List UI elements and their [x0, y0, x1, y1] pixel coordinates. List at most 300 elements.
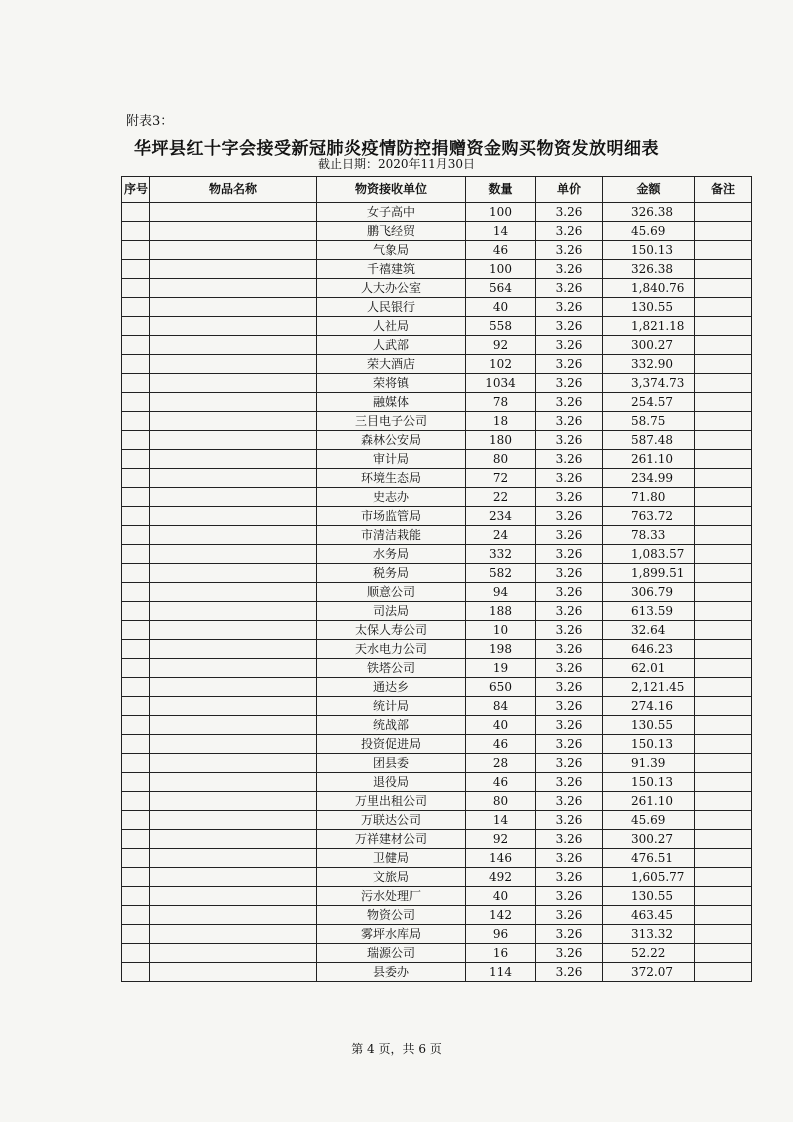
cell-amount: 463.45 [603, 906, 695, 925]
table-row [122, 621, 752, 640]
cell-qty: 92 [466, 336, 536, 355]
column-header-qty: 数量 [466, 177, 536, 203]
cell-recipient: 顺意公司 [317, 583, 466, 602]
cell-note [695, 545, 752, 564]
cell-seq [122, 469, 150, 488]
cell-note [695, 697, 752, 716]
cell-seq [122, 374, 150, 393]
column-header-recipient: 物资接收单位 [317, 177, 466, 203]
cell-recipient: 污水处理厂 [317, 887, 466, 906]
cell-qty: 146 [466, 849, 536, 868]
cell-amount: 300.27 [603, 830, 695, 849]
page-number: 第 4 页，共 6 页 [351, 1042, 442, 1056]
annex-label: 附表3： [126, 114, 174, 129]
cell-price: 3.26 [536, 963, 603, 982]
cell-price: 3.26 [536, 754, 603, 773]
cell-note [695, 336, 752, 355]
cell-price: 3.26 [536, 849, 603, 868]
table-row [122, 431, 752, 450]
cell-seq [122, 412, 150, 431]
page-title: 华坪县红十字会接受新冠肺炎疫情防控捐赠资金购买物资发放明细表 [134, 139, 659, 159]
table-row [122, 279, 752, 298]
cell-amount: 763.72 [603, 507, 695, 526]
cell-item [150, 545, 317, 564]
cell-seq [122, 602, 150, 621]
cell-price: 3.26 [536, 868, 603, 887]
cell-qty: 46 [466, 773, 536, 792]
cell-amount: 306.79 [603, 583, 695, 602]
table-row [122, 773, 752, 792]
cell-amount: 646.23 [603, 640, 695, 659]
cell-note [695, 469, 752, 488]
cell-amount: 130.55 [603, 298, 695, 317]
cell-price: 3.26 [536, 811, 603, 830]
table-row [122, 583, 752, 602]
cell-item [150, 659, 317, 678]
cell-recipient: 铁塔公司 [317, 659, 466, 678]
cell-note [695, 716, 752, 735]
table-row [122, 963, 752, 982]
cell-item [150, 222, 317, 241]
cell-note [695, 374, 752, 393]
cell-amount: 150.13 [603, 241, 695, 260]
table-row [122, 374, 752, 393]
cell-item [150, 906, 317, 925]
cell-recipient: 万祥建材公司 [317, 830, 466, 849]
cell-qty: 14 [466, 222, 536, 241]
cell-amount: 150.13 [603, 735, 695, 754]
cell-price: 3.26 [536, 564, 603, 583]
cell-price: 3.26 [536, 317, 603, 336]
cell-recipient: 人社局 [317, 317, 466, 336]
cell-amount: 130.55 [603, 716, 695, 735]
cell-recipient: 融媒体 [317, 393, 466, 412]
cell-price: 3.26 [536, 906, 603, 925]
cell-note [695, 526, 752, 545]
distribution-table [121, 176, 752, 982]
table-row [122, 735, 752, 754]
cell-amount: 52.22 [603, 944, 695, 963]
cell-recipient: 通达乡 [317, 678, 466, 697]
cell-recipient: 女子高中 [317, 203, 466, 222]
cell-price: 3.26 [536, 545, 603, 564]
cell-item [150, 203, 317, 222]
table-row [122, 298, 752, 317]
cell-item [150, 355, 317, 374]
cell-amount: 1,840.76 [603, 279, 695, 298]
cell-qty: 24 [466, 526, 536, 545]
cell-note [695, 754, 752, 773]
cell-item [150, 526, 317, 545]
cell-recipient: 万联达公司 [317, 811, 466, 830]
cell-item [150, 336, 317, 355]
cell-amount: 326.38 [603, 260, 695, 279]
cell-qty: 1034 [466, 374, 536, 393]
cell-seq [122, 678, 150, 697]
cell-amount: 78.33 [603, 526, 695, 545]
cell-amount: 130.55 [603, 887, 695, 906]
cell-qty: 16 [466, 944, 536, 963]
cell-recipient: 森林公安局 [317, 431, 466, 450]
cell-item [150, 507, 317, 526]
cell-item [150, 488, 317, 507]
cell-seq [122, 298, 150, 317]
table-row [122, 355, 752, 374]
cell-seq [122, 773, 150, 792]
cell-recipient: 千禧建筑 [317, 260, 466, 279]
cell-note [695, 868, 752, 887]
table-row [122, 260, 752, 279]
table-row [122, 811, 752, 830]
cell-qty: 46 [466, 735, 536, 754]
cell-note [695, 450, 752, 469]
column-header-amount: 金额 [603, 177, 695, 203]
cell-amount: 300.27 [603, 336, 695, 355]
cell-note [695, 963, 752, 982]
cell-price: 3.26 [536, 431, 603, 450]
table-row [122, 317, 752, 336]
table-row [122, 602, 752, 621]
cell-qty: 10 [466, 621, 536, 640]
cell-item [150, 849, 317, 868]
cell-recipient: 人武部 [317, 336, 466, 355]
table-row [122, 241, 752, 260]
cell-amount: 1,899.51 [603, 564, 695, 583]
cell-qty: 198 [466, 640, 536, 659]
cell-item [150, 469, 317, 488]
cell-item [150, 640, 317, 659]
table-row [122, 925, 752, 944]
table-row [122, 450, 752, 469]
cell-seq [122, 450, 150, 469]
cell-seq [122, 659, 150, 678]
cell-seq [122, 393, 150, 412]
cell-seq [122, 336, 150, 355]
cell-recipient: 三目电子公司 [317, 412, 466, 431]
cell-item [150, 374, 317, 393]
cell-recipient: 文旅局 [317, 868, 466, 887]
cell-recipient: 团县委 [317, 754, 466, 773]
cell-recipient: 鹏飞经贸 [317, 222, 466, 241]
cell-price: 3.26 [536, 203, 603, 222]
cell-seq [122, 735, 150, 754]
column-header-note: 备注 [695, 177, 752, 203]
cell-seq [122, 203, 150, 222]
cell-recipient: 瑞源公司 [317, 944, 466, 963]
cell-qty: 582 [466, 564, 536, 583]
cell-recipient: 统战部 [317, 716, 466, 735]
cell-price: 3.26 [536, 222, 603, 241]
cell-note [695, 393, 752, 412]
cell-note [695, 811, 752, 830]
cell-recipient: 气象局 [317, 241, 466, 260]
cell-recipient: 太保人寿公司 [317, 621, 466, 640]
cell-item [150, 830, 317, 849]
cell-amount: 313.32 [603, 925, 695, 944]
cell-note [695, 488, 752, 507]
cell-price: 3.26 [536, 488, 603, 507]
cell-recipient: 退役局 [317, 773, 466, 792]
cell-qty: 84 [466, 697, 536, 716]
cell-amount: 3,374.73 [603, 374, 695, 393]
cell-item [150, 735, 317, 754]
cell-price: 3.26 [536, 279, 603, 298]
cell-seq [122, 583, 150, 602]
cell-note [695, 621, 752, 640]
cell-seq [122, 944, 150, 963]
cell-qty: 18 [466, 412, 536, 431]
cell-recipient: 荣将镇 [317, 374, 466, 393]
table-row [122, 564, 752, 583]
cell-seq [122, 640, 150, 659]
cell-note [695, 279, 752, 298]
table-row [122, 868, 752, 887]
cell-note [695, 431, 752, 450]
cell-seq [122, 887, 150, 906]
cell-item [150, 925, 317, 944]
cell-amount: 274.16 [603, 697, 695, 716]
cell-recipient: 史志办 [317, 488, 466, 507]
cell-note [695, 678, 752, 697]
cell-item [150, 317, 317, 336]
cell-qty: 94 [466, 583, 536, 602]
cell-item [150, 754, 317, 773]
cell-item [150, 963, 317, 982]
cell-seq [122, 963, 150, 982]
cell-note [695, 602, 752, 621]
cell-item [150, 298, 317, 317]
cell-qty: 80 [466, 792, 536, 811]
cell-qty: 558 [466, 317, 536, 336]
cell-qty: 234 [466, 507, 536, 526]
cell-note [695, 298, 752, 317]
cell-price: 3.26 [536, 735, 603, 754]
cell-item [150, 412, 317, 431]
cell-amount: 2,121.45 [603, 678, 695, 697]
cell-note [695, 317, 752, 336]
cell-note [695, 355, 752, 374]
cell-price: 3.26 [536, 830, 603, 849]
cell-recipient: 统计局 [317, 697, 466, 716]
cell-recipient: 司法局 [317, 602, 466, 621]
cell-amount: 91.39 [603, 754, 695, 773]
cell-item [150, 431, 317, 450]
cell-amount: 372.07 [603, 963, 695, 982]
table-row [122, 336, 752, 355]
cell-recipient: 卫健局 [317, 849, 466, 868]
cell-price: 3.26 [536, 944, 603, 963]
table-row [122, 659, 752, 678]
cell-qty: 28 [466, 754, 536, 773]
cell-amount: 1,605.77 [603, 868, 695, 887]
cell-recipient: 人民银行 [317, 298, 466, 317]
cell-recipient: 环境生态局 [317, 469, 466, 488]
cell-price: 3.26 [536, 925, 603, 944]
cell-price: 3.26 [536, 773, 603, 792]
cell-seq [122, 754, 150, 773]
column-header-item: 物品名称 [150, 177, 317, 203]
cell-amount: 326.38 [603, 203, 695, 222]
cell-seq [122, 811, 150, 830]
cell-item [150, 716, 317, 735]
cell-price: 3.26 [536, 507, 603, 526]
cell-seq [122, 355, 150, 374]
cell-qty: 14 [466, 811, 536, 830]
cell-qty: 40 [466, 887, 536, 906]
cell-qty: 102 [466, 355, 536, 374]
table-row [122, 849, 752, 868]
cell-seq [122, 792, 150, 811]
cell-qty: 22 [466, 488, 536, 507]
table-row [122, 906, 752, 925]
cell-amount: 261.10 [603, 450, 695, 469]
cell-recipient: 雾坪水库局 [317, 925, 466, 944]
cell-recipient: 万里出租公司 [317, 792, 466, 811]
cell-price: 3.26 [536, 526, 603, 545]
cell-qty: 80 [466, 450, 536, 469]
cell-price: 3.26 [536, 697, 603, 716]
column-header-seq: 序号 [122, 177, 150, 203]
cell-qty: 96 [466, 925, 536, 944]
cell-qty: 40 [466, 716, 536, 735]
table-row [122, 697, 752, 716]
cell-item [150, 697, 317, 716]
table-row [122, 830, 752, 849]
cell-amount: 32.64 [603, 621, 695, 640]
table-row [122, 222, 752, 241]
cell-note [695, 659, 752, 678]
cell-amount: 58.75 [603, 412, 695, 431]
cell-recipient: 人大办公室 [317, 279, 466, 298]
cell-amount: 45.69 [603, 222, 695, 241]
cell-note [695, 203, 752, 222]
cell-price: 3.26 [536, 336, 603, 355]
table-row [122, 640, 752, 659]
cell-seq [122, 526, 150, 545]
cutoff-date: 截止日期：2020年11月30日 [317, 157, 476, 171]
column-header-price: 单价 [536, 177, 603, 203]
cell-amount: 1,821.18 [603, 317, 695, 336]
cell-seq [122, 279, 150, 298]
cell-note [695, 241, 752, 260]
table-row [122, 488, 752, 507]
cell-recipient: 市场监管局 [317, 507, 466, 526]
cell-seq [122, 868, 150, 887]
cell-qty: 492 [466, 868, 536, 887]
cell-note [695, 849, 752, 868]
cell-recipient: 税务局 [317, 564, 466, 583]
table-row [122, 545, 752, 564]
cell-qty: 332 [466, 545, 536, 564]
cell-amount: 332.90 [603, 355, 695, 374]
cell-price: 3.26 [536, 393, 603, 412]
cell-item [150, 241, 317, 260]
cell-note [695, 792, 752, 811]
cell-price: 3.26 [536, 887, 603, 906]
cell-note [695, 583, 752, 602]
cell-price: 3.26 [536, 241, 603, 260]
cell-seq [122, 545, 150, 564]
cell-seq [122, 830, 150, 849]
cell-amount: 261.10 [603, 792, 695, 811]
table-row [122, 203, 752, 222]
cell-item [150, 944, 317, 963]
cell-item [150, 450, 317, 469]
cell-seq [122, 697, 150, 716]
cell-amount: 476.51 [603, 849, 695, 868]
cell-recipient: 审计局 [317, 450, 466, 469]
cell-qty: 188 [466, 602, 536, 621]
cell-note [695, 887, 752, 906]
table-header-row [122, 177, 752, 203]
cell-recipient: 天水电力公司 [317, 640, 466, 659]
cell-seq [122, 849, 150, 868]
cell-seq [122, 925, 150, 944]
table-row [122, 678, 752, 697]
cell-item [150, 279, 317, 298]
cell-item [150, 792, 317, 811]
cell-seq [122, 317, 150, 336]
cell-item [150, 393, 317, 412]
cell-note [695, 222, 752, 241]
cell-qty: 46 [466, 241, 536, 260]
cell-seq [122, 222, 150, 241]
cell-item [150, 887, 317, 906]
cell-note [695, 735, 752, 754]
cell-seq [122, 431, 150, 450]
cell-note [695, 564, 752, 583]
cell-qty: 92 [466, 830, 536, 849]
cell-item [150, 621, 317, 640]
table-row [122, 944, 752, 963]
cell-recipient: 投资促进局 [317, 735, 466, 754]
cell-qty: 40 [466, 298, 536, 317]
cell-recipient: 市清洁栽能 [317, 526, 466, 545]
table-row [122, 393, 752, 412]
cell-price: 3.26 [536, 792, 603, 811]
cell-seq [122, 507, 150, 526]
cell-price: 3.26 [536, 374, 603, 393]
cell-price: 3.26 [536, 640, 603, 659]
cell-amount: 254.57 [603, 393, 695, 412]
table-row [122, 412, 752, 431]
cell-amount: 1,083.57 [603, 545, 695, 564]
cell-price: 3.26 [536, 621, 603, 640]
cell-qty: 19 [466, 659, 536, 678]
cell-qty: 100 [466, 260, 536, 279]
cell-price: 3.26 [536, 450, 603, 469]
cell-price: 3.26 [536, 678, 603, 697]
cell-note [695, 830, 752, 849]
cell-amount: 613.59 [603, 602, 695, 621]
cell-item [150, 602, 317, 621]
cell-recipient: 县委办 [317, 963, 466, 982]
cell-note [695, 412, 752, 431]
cell-amount: 234.99 [603, 469, 695, 488]
table-row [122, 469, 752, 488]
table-body [122, 203, 752, 982]
cell-item [150, 678, 317, 697]
cell-qty: 78 [466, 393, 536, 412]
cell-amount: 45.69 [603, 811, 695, 830]
cell-note [695, 773, 752, 792]
cell-price: 3.26 [536, 260, 603, 279]
cell-item [150, 564, 317, 583]
cell-amount: 62.01 [603, 659, 695, 678]
cell-seq [122, 564, 150, 583]
cell-price: 3.26 [536, 659, 603, 678]
cell-qty: 100 [466, 203, 536, 222]
